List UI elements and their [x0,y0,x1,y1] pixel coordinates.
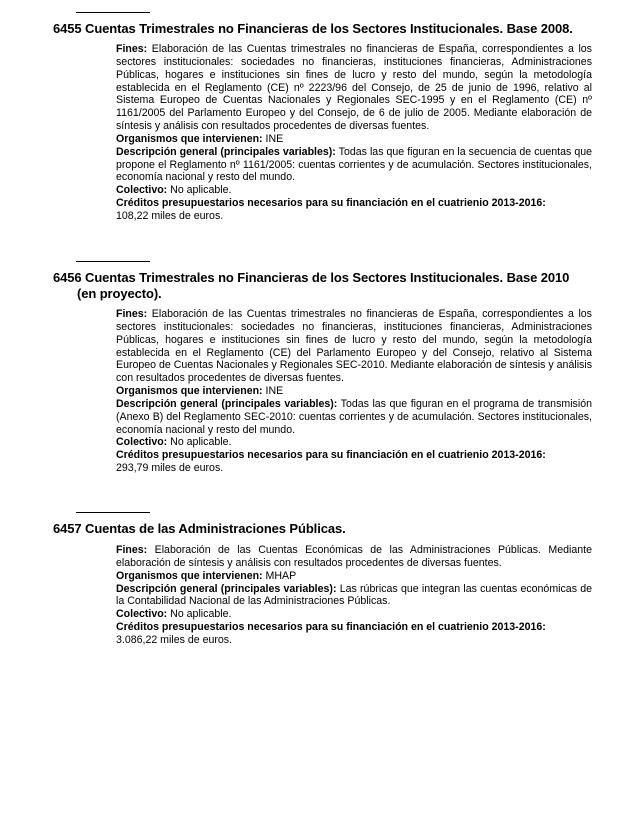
colectivo-paragraph [116,436,592,449]
entry-title-continuation: (en proyecto). [77,286,162,301]
descripcion-label: Descripción general (principales variables): [116,397,338,410]
entry-code: 6456 [53,270,82,285]
entry-title [53,21,593,37]
creditos-label: Créditos presupuestarios necesarios para su financiación en el cuatrienio 2013-2016: [116,449,546,462]
entry-code: 6455 [53,21,82,36]
creditos-text: 108,22 miles de euros. [116,209,224,222]
entry-title-text: Cuentas de las Administraciones Públicas. [85,521,346,536]
colectivo-label: Colectivo: [116,184,168,197]
creditos-paragraph [116,621,592,647]
organismos-text: INE [265,132,284,145]
descripcion-text: Todas las que figuran en la secuencia de cuentas que propone el Reglamento nº 1161/2005: cuentas corrientes y de acumulación. Sectores institucionales, economía nacional y resto del mundo. [116,145,592,184]
colectivo-label: Colectivo: [116,436,168,449]
fines-text: Elaboración de las Cuentas trimestrales no financieras de España, correspondientes a los sectores institucionales: sociedades no financieras, instituciones financieras, Administraciones Públicas, hogares e instituciones sin fines de lucro y resto del mundo, según la metodología establecida en el Reglamento (CE) del Parlamento Europeo y del Consejo, relativo al Sistema Europeo de Cuentas Nacionales y Regionales SEC-2010. Mediante elaboración de síntesis y análisis con resultados procedentes de diversas fuentes. [116,308,592,385]
fines-paragraph [116,43,592,133]
fines-label: Fines: [116,308,148,320]
colectivo-text: No aplicable. [170,608,232,621]
organismos-paragraph [116,133,592,146]
colectivo-paragraph [116,184,592,197]
entry-code: 6457 [53,521,82,536]
descripcion-label: Descripción general (principales variables): [116,582,337,595]
entry-title-text: Cuentas Trimestrales no Financieras de los Sectores Institucionales. Base 2008. [85,21,573,36]
creditos-paragraph [116,197,592,223]
separator-rule [76,261,150,262]
organismos-paragraph [116,570,592,583]
separator-rule [76,512,150,513]
fines-label: Fines: [116,43,148,55]
organismos-label: Organismos que intervienen: [116,132,263,145]
organismos-text: INE [265,385,284,398]
descripcion-paragraph [116,583,592,609]
entry-title [53,270,593,302]
fines-paragraph [116,308,592,385]
organismos-text: MHAP [265,569,297,582]
colectivo-text: No aplicable. [170,436,232,449]
organismos-paragraph [116,385,592,398]
separator-rule [76,12,150,13]
entry-body [116,308,592,475]
descripcion-text: Todas las que figuran en el programa de transmisión (Anexo B) del Reglamento SEC-2010: cuentas corrientes y de acumulación. Sectores institucionales, economía nacional y resto del mundo. [116,397,592,436]
fines-text: Elaboración de las Cuentas trimestrales no financieras de España, correspondientes a los sectores institucionales: sociedades no financieras, instituciones financieras, Administraciones Públicas, hogares e instituciones sin fines de lucro y resto del mundo, según la metodología establecida en el Reglamento (CE) nº 2223/96 del Consejo, de 25 de junio de 1996, relativo al Sistema Europeo de Cuentas Nacionales y Regionales SEC-1995 y en el Reglamento (CE) nº 1161/2005 del Parlamento Europeo y del Consejo, de 6 de julio de 2005. Mediante elaboración de síntesis y análisis con resultados procedentes de diversas fuentes. [116,43,592,133]
creditos-label: Créditos presupuestarios necesarios para su financiación en el cuatrienio 2013-2016: [116,197,546,210]
descripcion-label: Descripción general (principales variables): [116,145,336,158]
colectivo-label: Colectivo: [116,608,168,621]
organismos-label: Organismos que intervienen: [116,569,263,582]
creditos-text: 3.086,22 miles de euros. [116,633,233,646]
colectivo-text: No aplicable. [170,184,232,197]
creditos-text: 293,79 miles de euros. [116,462,224,475]
entry-title [53,521,593,537]
entry-title-text: Cuentas Trimestrales no Financieras de los Sectores Institucionales. Base 2010 [85,270,570,285]
organismos-label: Organismos que intervienen: [116,385,263,398]
fines-paragraph [116,544,592,570]
entry-body [116,43,592,223]
creditos-paragraph [116,449,592,475]
descripcion-paragraph [116,146,592,185]
fines-text: Elaboración de las Cuentas Económicas de las Administraciones Públicas. Mediante elaboración de síntesis y análisis con resultados procedentes de diversas fuentes. [116,544,592,569]
fines-label: Fines: [116,544,148,556]
creditos-label: Créditos presupuestarios necesarios para su financiación en el cuatrienio 2013-2016: [116,621,546,634]
descripcion-paragraph [116,398,592,437]
descripcion-text: Las rúbricas que integran las cuentas económicas de la Contabilidad Nacional de las Administraciones Públicas. [116,582,593,608]
entry-body [116,544,592,647]
colectivo-paragraph [116,608,592,621]
